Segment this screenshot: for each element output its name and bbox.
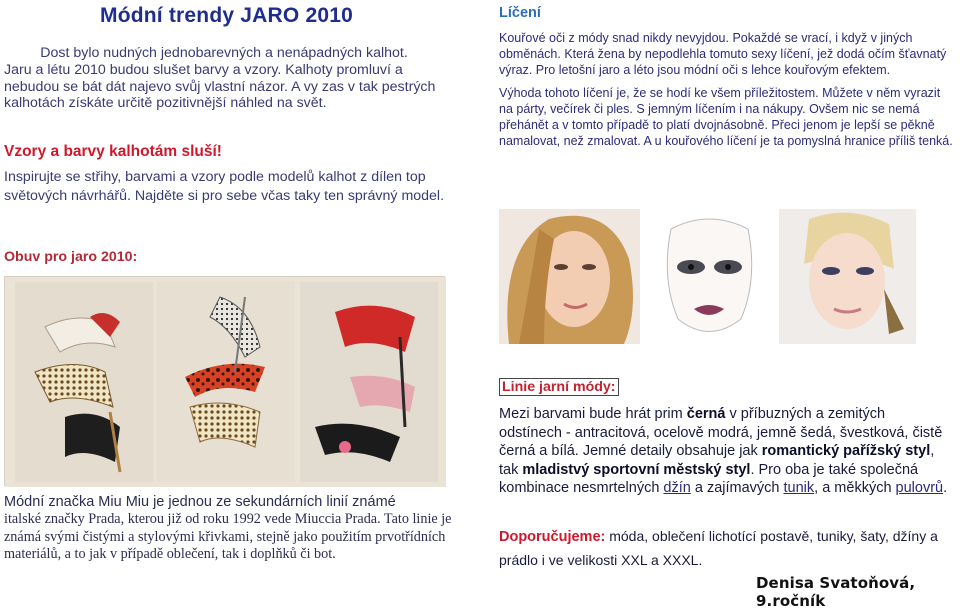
face-photo-blonde — [499, 209, 640, 344]
intro-line1: Dost bylo nudných jednobarevných a nenápadných kalhot. — [40, 45, 408, 61]
recommend-label: Doporučujeme: — [499, 529, 606, 545]
linie-t6: , a měkkých — [814, 480, 896, 496]
makeup-text — [499, 31, 954, 150]
obuv-heading: Obuv pro jaro 2010: — [4, 249, 138, 265]
linie-b1: černá — [686, 406, 726, 422]
makeup-heading: Líčení — [499, 5, 541, 21]
linie-heading: Linie jarní módy: — [499, 378, 619, 396]
vzory-heading: Vzory a barvy kalhotám sluší! — [4, 143, 222, 160]
link-tunik[interactable]: tunik — [783, 480, 815, 496]
linie-paragraph — [499, 405, 951, 498]
inspire-paragraph: Inspirujte se střihy, barvami a vzory podle modelů kalhot z dílen top světových návrhářů. Najděte si pro sebe včas taky ten správný model. — [4, 169, 445, 204]
makeup-para1: Kouřové oči z módy snad nikdy nevyjdou. Pokaždé se vrací, i když v jiných obměnách. Která žena by nepodlehla tomuto sexy líčení, jež dodá očím šťavnatý výraz. Pro letošní jaro a léto jsou módní oči s lehce kouřovým efektem. — [499, 31, 947, 77]
linie-b2: romantický pařížský styl — [761, 443, 931, 459]
link-pulovru[interactable]: pulovrů — [895, 480, 944, 496]
shoes-caption — [4, 494, 460, 564]
page-title: Módní trendy JARO 2010 — [100, 4, 353, 27]
recommend-paragraph — [499, 525, 954, 573]
face-sketch — [646, 209, 773, 344]
link-dzin[interactable]: džín — [663, 480, 691, 496]
face-photo-model — [779, 209, 916, 344]
linie-t7: . — [943, 480, 948, 496]
linie-t3: , tak — [499, 443, 935, 478]
linie-t2: v příbuzných a zemitých odstínech - antracitová, ocelově modrá, jemně šedá, švestková, čistě černá a bílá. Jemné detaily obsahuje jak — [499, 406, 943, 459]
caption-line1: Módní značka Miu Miu je jednou ze sekundárních linií známé — [4, 494, 396, 510]
makeup-para2: Výhoda tohoto líčení je, že se hodí ke všem příležitostem. Můžete v něm vyrazit na párty, večírek či ples. S jemným líčením i na nákupy. Ovšem nic se nemá přehánět a v tomto případě to platí dvojnásobně. Přeci jenom je lepší se pěkně namalovat, než zmalovat. A u kouřového líčení je ta pomyslná hranice příliš tenká. — [499, 86, 953, 148]
author-signature: Denisa Svatoňová, 9.ročník — [756, 574, 916, 610]
linie-t5: a zajímavých — [690, 480, 784, 496]
intro-paragraph — [4, 45, 444, 112]
linie-t4: . Pro oba je také společná kombinace nesmrtelných — [499, 461, 919, 496]
recommend-text: móda, oblečení lichotící postavě, tuniky, šaty, džíny a prádlo i ve velikosti XXL a XXXL. — [499, 528, 938, 568]
caption-rest: italské značky Prada, kterou již od roku 1992 vede Miuccia Prada. Tato linie je známá svými čistými a stylovými křivkami, stejně jako použitím prvotřídních materiálů, a to jak v případě oblečení, tak i doplňků či bot. — [4, 511, 452, 562]
shoes-photo — [4, 276, 445, 486]
intro-rest: Jaru a létu 2010 budou slušet barvy a vzory. Kalhoty promluví a nebudou se bát dát najevo svůj vlastní názor. A vy zas v tak pestrých kalhotách získáte určitě pozitivnější náhled na svět. — [4, 61, 436, 112]
linie-b3: mladistvý sportovní městský styl — [522, 461, 751, 478]
linie-t1: Mezi barvami bude hrát prim — [499, 406, 687, 422]
shoes-illustration — [5, 277, 446, 487]
